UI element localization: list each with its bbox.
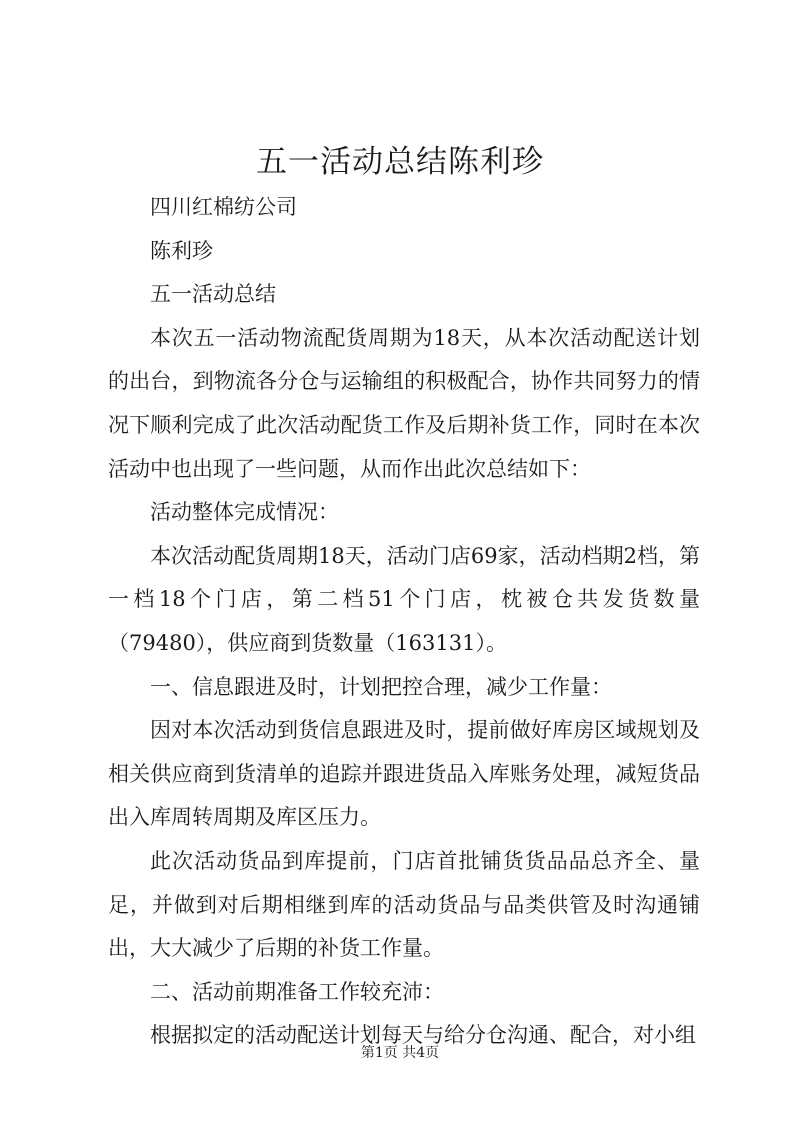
- author-name-paragraph: 陈利珍: [150, 238, 213, 263]
- company-name-paragraph: 四川红棉纺公司: [150, 195, 297, 219]
- section-two-heading: 二、活动前期准备工作较充沛：: [150, 979, 444, 1004]
- summary-heading-paragraph: 五一活动总结: [150, 282, 276, 307]
- completion-details-paragraph: 本次活动配货周期18天，活动门店69家，活动档期2档，第一档18个门店，第二档51个门店，枕被仓共发货数量（79480），供应商到货数量（163131）。: [108, 543, 700, 655]
- intro-paragraph: 本次五一活动物流配货周期为18天，从本次活动配送计划的出台，到物流各分仓与运输组的积极配合，协作共同努力的情况下顺利完成了此次活动配货工作及后期补货工作，同时在本次活动中也出现了一些问题，从而作出此次总结如下：: [108, 325, 700, 481]
- document-title: 五一活动总结陈利珍: [256, 144, 544, 180]
- section-one-paragraph-1: 因对本次活动到货信息跟进及时，提前做好库房区域规划及相关供应商到货清单的追踪并跟进货品入库账务处理，减短货品出入库周转周期及库区压力。: [108, 718, 700, 830]
- section-one-paragraph-2: 此次活动货品到库提前，门店首批铺货货品品总齐全、量足，并做到对后期相继到库的活动货品与品类供管及时沟通铺出，大大减少了后期的补货工作量。: [108, 848, 700, 961]
- document-body: [108, 186, 700, 1058]
- page-number-footer: 第1页 共4页: [360, 1045, 440, 1061]
- section-one-heading: 一、信息跟进及时，计划把控合理，减少工作量：: [150, 674, 612, 699]
- completion-heading-paragraph: 活动整体完成情况：: [150, 500, 339, 525]
- section-two-paragraph-1: 根据拟定的活动配送计划每天与给分仓沟通、配合，对小组: [150, 1023, 696, 1048]
